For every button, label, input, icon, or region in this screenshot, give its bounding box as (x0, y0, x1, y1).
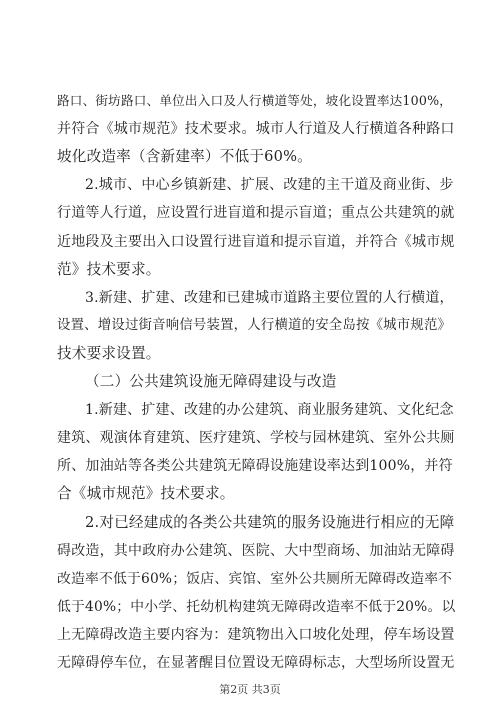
text-line: 范》技术要求。 (57, 260, 161, 278)
text-line: 合《城市规范》技术要求。 (57, 485, 235, 503)
text-line: 近地段及主要出入口设置行进盲道和提示盲道，并符合《城市规 (57, 233, 455, 250)
page-number-footer: 第2页 共3页 (219, 683, 281, 696)
text-line: 建筑、观演体育建筑、医疗建筑、学校与园林建筑、室外公共厕 (57, 430, 455, 447)
text-line: 改造率不低于60%；饭店、宾馆、室外公共厕所无障碍改造率不 (57, 570, 453, 587)
text-line: 设置、增设过街音响信号装置，人行横道的安全岛按《城市规范》 (57, 317, 452, 333)
text-line: 3.新建、扩建、改建和已建城市道路主要位置的人行横道， (85, 289, 454, 306)
text-line: 路口、街坊路口、单位出入口及人行横道等处，坡化设置率达100%， (57, 93, 453, 108)
text-line: 无障碍停车位，在显著醒目位置设无障碍标志，大型场所设置无 (57, 655, 455, 671)
text-line: 技术要求设置。 (57, 344, 161, 362)
text-line: 1.新建、扩建、改建的办公建筑、商业服务建筑、文化纪念 (85, 402, 454, 419)
text-line: 上无障碍改造主要内容为：建筑物出入口坡化处理，停车场设置 (57, 626, 455, 643)
text-line: 碍改造，其中政府办公建筑、医院、大中型商场、加油站无障碍 (57, 542, 455, 559)
text-line: 2.对已经建成的各类公共建筑的服务设施进行相应的无障 (85, 513, 455, 531)
text-line: 并符合《城市规范》技术要求。城市人行道及人行横道各种路口 (57, 121, 455, 138)
text-line: 行道等人行道，应设置行进盲道和提示盲道；重点公共建筑的就 (57, 205, 455, 222)
text-line: 2.城市、中心乡镇新建、扩展、改建的主干道及商业街、步 (85, 177, 454, 194)
text-line: 坡化改造率（含新建率）不低于60%。 (57, 148, 312, 166)
text-line: 低于40%；中小学、托幼机构建筑无障碍改造率不低于20%。以 (57, 598, 456, 615)
section-heading: （二）公共建筑设施无障碍建设与改造 (85, 373, 337, 390)
text-line: 所、加油站等各类公共建筑无障碍设施建设率达到100%，并符 (57, 458, 453, 475)
